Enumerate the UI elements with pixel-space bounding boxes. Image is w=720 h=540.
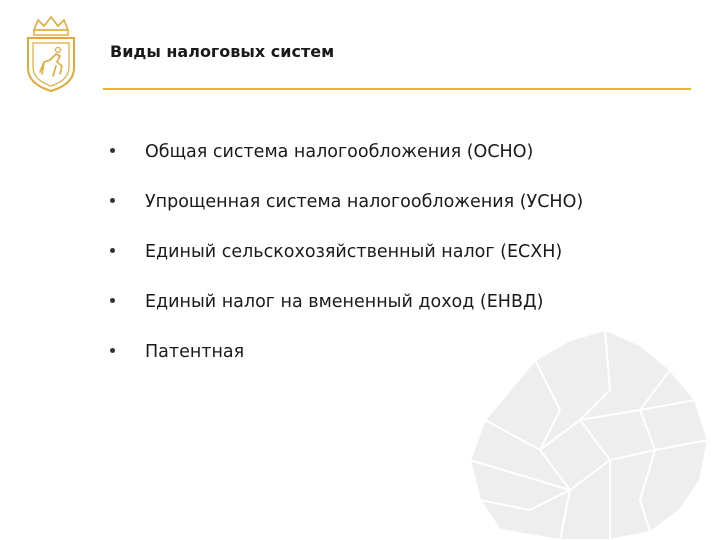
bullet-point-icon [110,348,115,353]
list-item-text: Упрощенная система налогообложения (УСНО) [145,192,584,212]
list-item-text: Единый налог на вмененный доход (ЕНВД) [145,292,544,312]
list-item-text: Патентная [145,342,245,362]
title-underline [103,88,691,90]
bullet-point-icon [110,248,115,253]
bullet-point-icon [110,198,115,203]
list-item-text: Общая система налогообложения (ОСНО) [145,142,534,162]
coat-of-arms-icon [20,14,82,94]
list-item-text: Единый сельскохозяйственный налог (ЕСХН) [145,242,563,262]
bullet-point-icon [110,298,115,303]
slide-title: Виды налоговых систем [110,42,335,61]
region-map-icon [440,300,720,540]
bullet-point-icon [110,148,115,153]
